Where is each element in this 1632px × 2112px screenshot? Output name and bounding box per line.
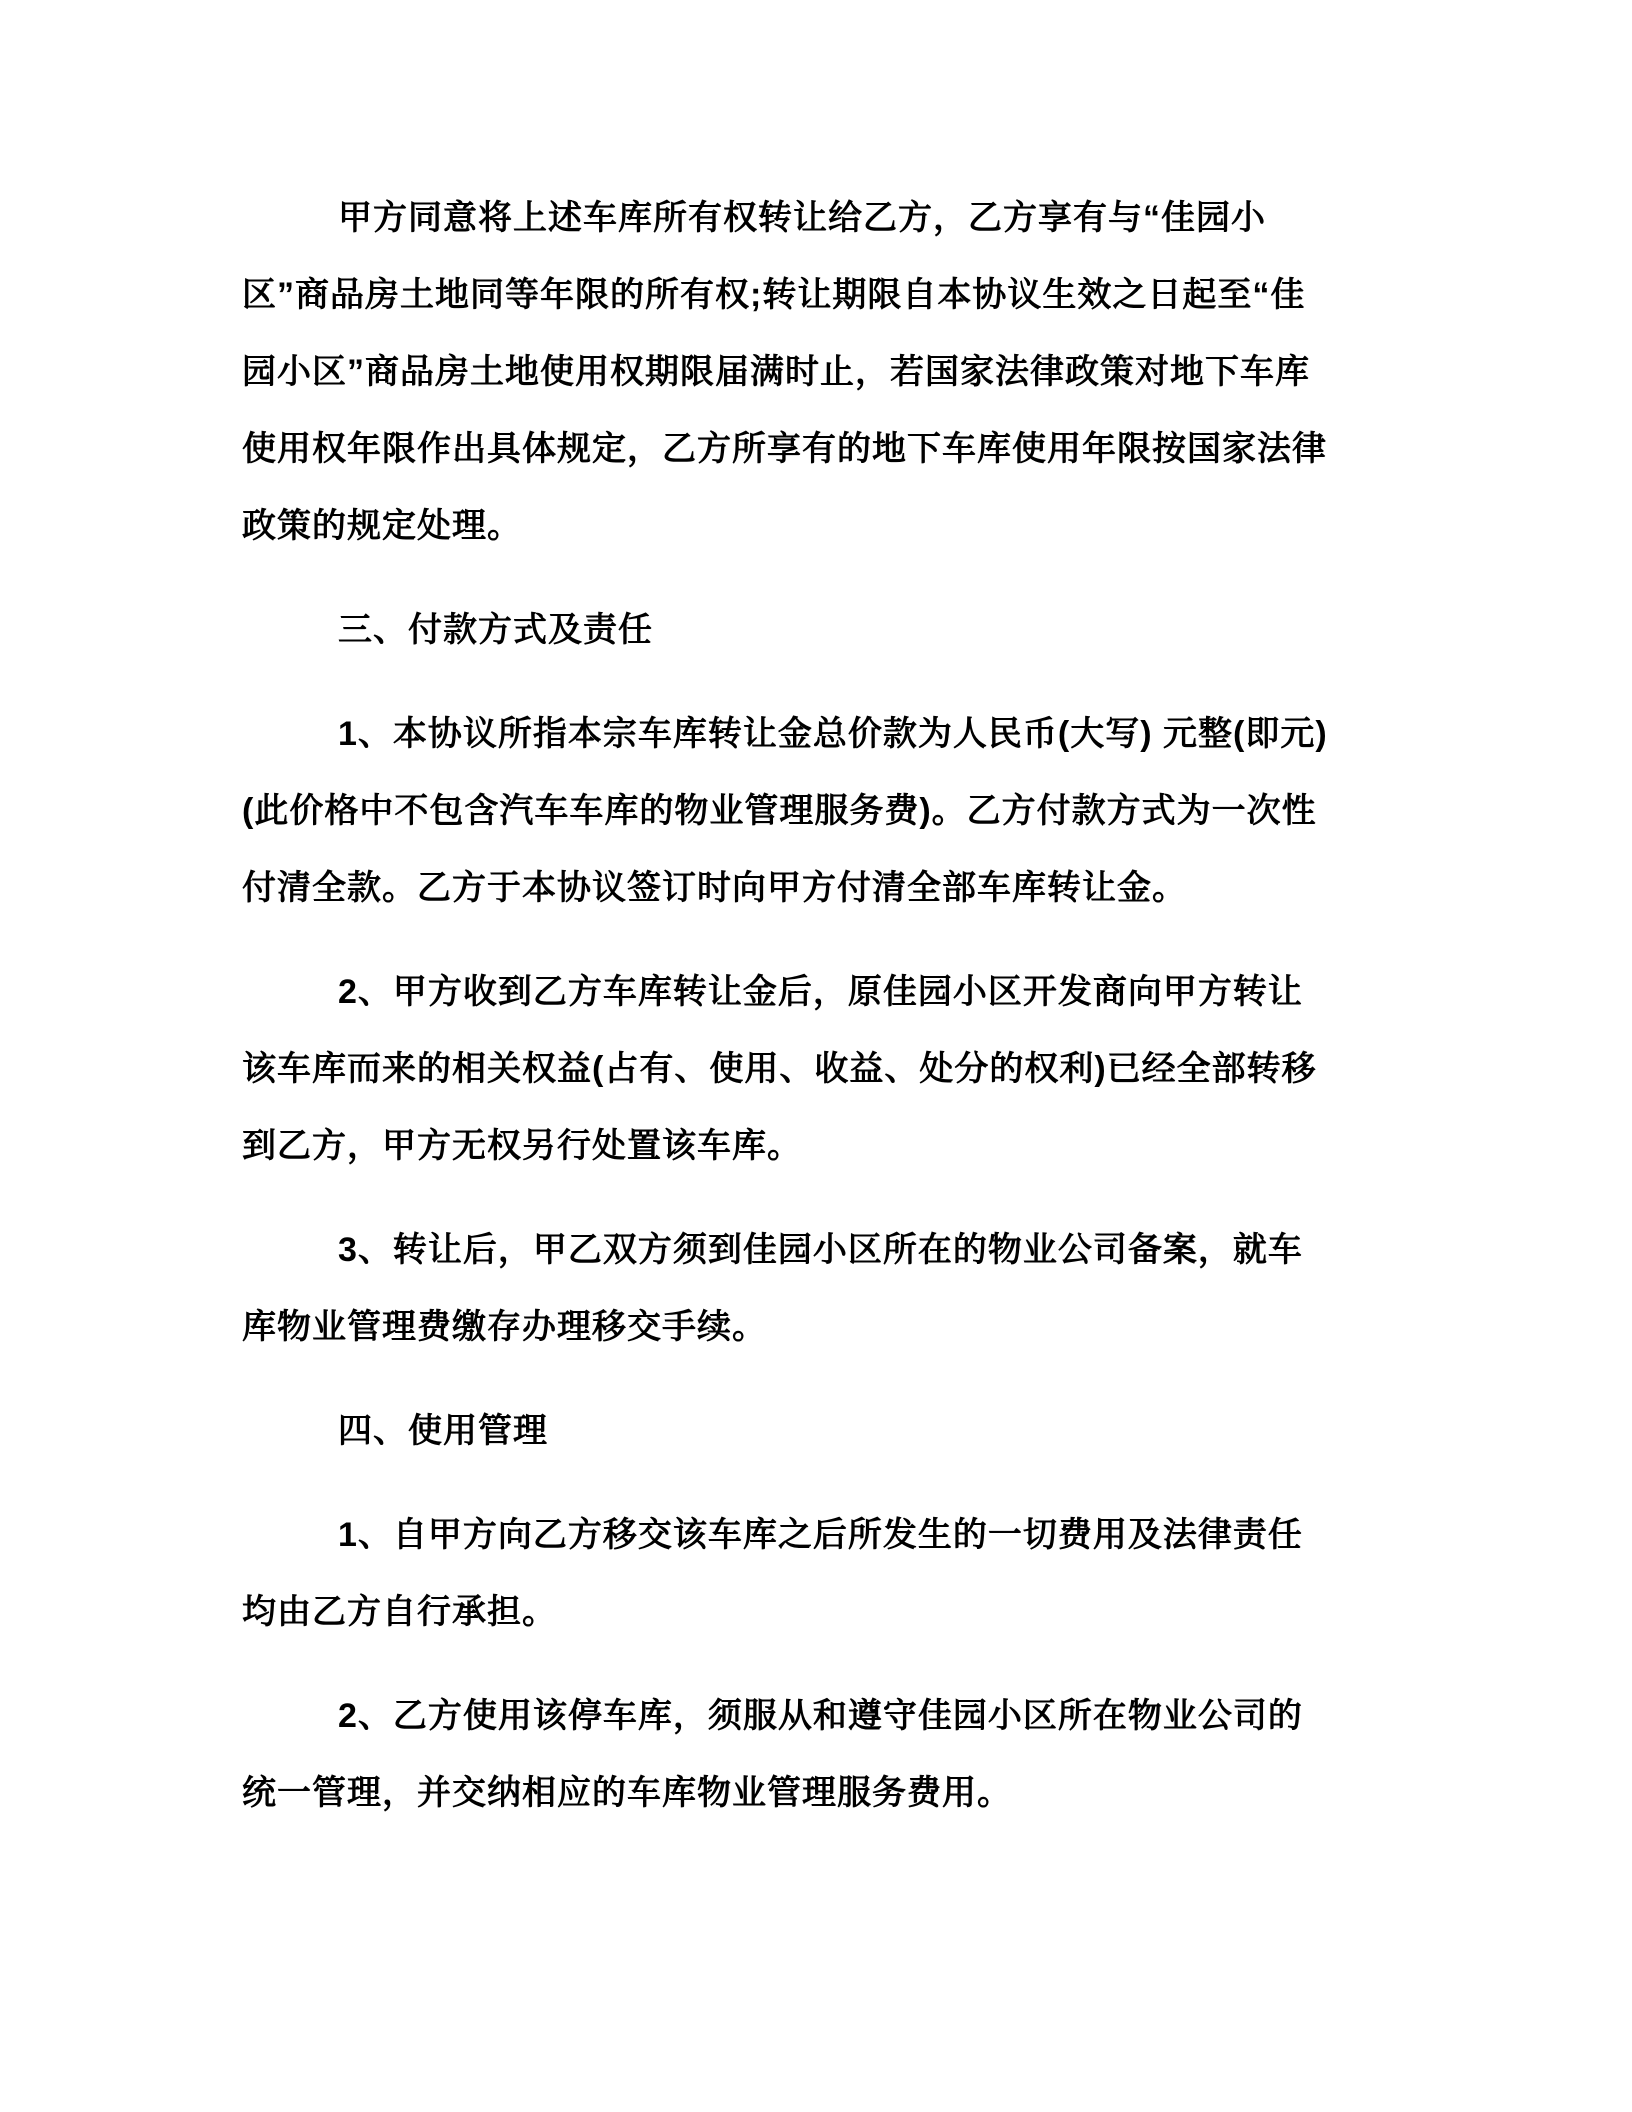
clause-payment-3: 3、转让后，甲乙双方须到佳园小区所在的物业公司备案，就车库物业管理费缴存办理移交手续。 — [242, 1231, 1303, 1346]
clause-payment-2: 2、甲方收到乙方车库转让金后，原佳园小区开发商向甲方转让该车库而来的相关权益(占有、使用、收益、处分的权利)已经全部转移到乙方，甲方无权另行处置该车库。 — [242, 973, 1317, 1165]
clause-ownership-transfer: 甲方同意将上述车库所有权转让给乙方，乙方享有与“佳园小区”商品房土地同等年限的所有权;转让期限自本协议生效之日起至“佳园小区”商品房土地使用权期限届满时止，若国家法律政策对地下车库使用权年限作出具体规定，乙方所享有的地下车库使用年限按国家法律政策的规定处理。 — [242, 199, 1327, 545]
clause-usage-1: 1、自甲方向乙方移交该车库之后所发生的一切费用及法律责任均由乙方自行承担。 — [242, 1516, 1303, 1631]
section-heading-payment: 三、付款方式及责任 — [338, 611, 653, 649]
section-heading-usage: 四、使用管理 — [338, 1412, 548, 1450]
clause-usage-2: 2、乙方使用该停车库，须服从和遵守佳园小区所在物业公司的统一管理，并交纳相应的车库物业管理服务费用。 — [242, 1697, 1303, 1812]
clause-payment-1: 1、本协议所指本宗车库转让金总价款为人民币(大写) 元整(即元)(此价格中不包含汽车车库的物业管理服务费)。乙方付款方式为一次性付清全款。乙方于本协议签订时向甲方付清全部车库转让金。 — [242, 715, 1328, 907]
